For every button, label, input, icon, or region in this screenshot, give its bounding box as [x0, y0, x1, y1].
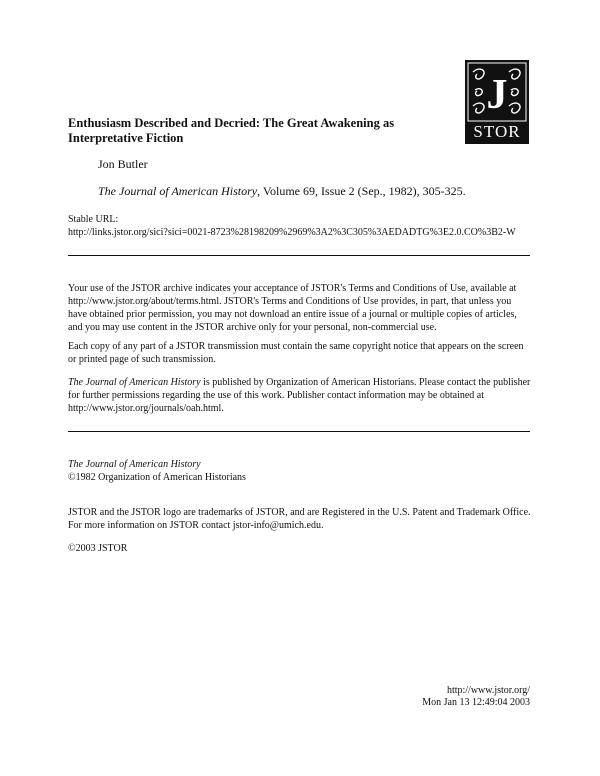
divider-bottom: [68, 431, 530, 432]
terms-paragraph-2: Each copy of any part of a JSTOR transmission must contain the same copyright notice that appears on the screen or printed page of such transmission.: [68, 341, 524, 365]
stable-url-label: Stable URL:: [68, 214, 119, 225]
stable-url-block: [68, 213, 516, 239]
publisher-copyright: ©1982 Organization of American Historians: [68, 472, 246, 483]
jstor-logo-text: STOR: [473, 122, 521, 141]
footer-block: [422, 685, 530, 709]
citation-journal: The Journal of American History: [98, 184, 258, 198]
terms-paragraph-3: [68, 376, 532, 415]
trademark-notice: JSTOR and the JSTOR logo are trademarks of JSTOR, and are Registered in the U.S. Patent and Trademark Office. For more information on JSTOR contact jstor-info@umich.edu.: [68, 507, 531, 531]
terms-paragraph-1: Your use of the JSTOR archive indicates your acceptance of JSTOR's Terms and Conditions of Use, available at http://www.jstor.org/about/terms.html. JSTOR's Terms and Conditions of Use provides, in part, that unless you have obtained prior permission, you may not download an entire issue of a journal or multiple copies of articles, and you may use content in the JSTOR archive only for your personal, non-commercial use.: [68, 283, 517, 333]
publisher-block: [68, 458, 532, 484]
stable-url-link[interactable]: http://links.jstor.org/sici?sici=0021-8723%28198209%2969%3A2%3C305%3AEDADTG%3E2.0.CO%3B2-W: [68, 227, 516, 238]
jstor-logo: [465, 60, 529, 144]
footer-url[interactable]: http://www.jstor.org/: [446, 685, 530, 696]
jstor-copyright: ©2003 JSTOR: [68, 543, 128, 554]
terms-journal-name: The Journal of American History: [68, 377, 201, 388]
svg-text:J: J: [486, 72, 508, 118]
article-author: Jon Butler: [98, 157, 148, 171]
article-title: Enthusiasm Described and Decried: The Great Awakening as Interpretative Fiction: [68, 116, 395, 145]
citation-details: , Volume 69, Issue 2 (Sep., 1982), 305-325.: [257, 184, 466, 198]
article-citation: [98, 184, 466, 199]
footer-timestamp: Mon Jan 13 12:49:04 2003: [422, 697, 530, 708]
publisher-journal: The Journal of American History: [68, 459, 201, 470]
terms-publisher-text: is published by Organization of American Historians. Please contact the publisher for further permissions regarding the use of this work. Publisher contact information may be obtained at http://www.jstor.org/journals/oah.html.: [68, 377, 531, 414]
divider-top: [68, 255, 530, 256]
